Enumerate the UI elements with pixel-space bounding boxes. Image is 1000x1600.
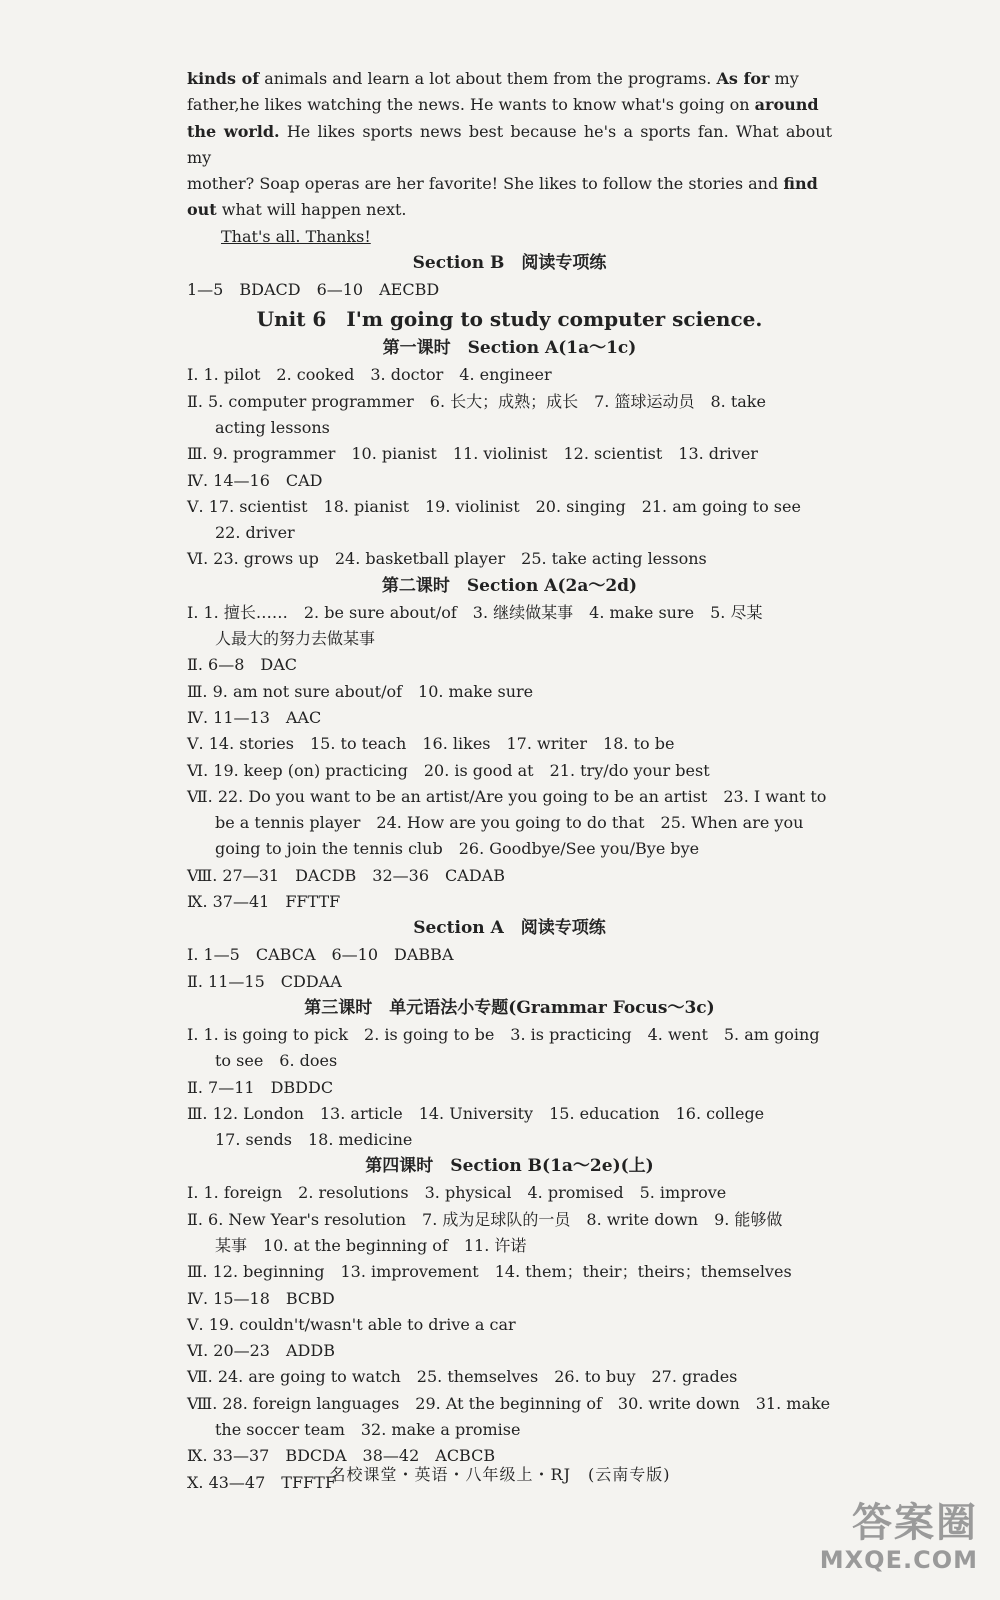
answer-line: Ⅶ. 22. Do you want to be an artist/Are you going to be an artist 23. I want to (187, 786, 827, 806)
lesson-2-answers (187, 600, 832, 916)
section-b-reading-heading: Section B 阅读专项练 (412, 253, 607, 274)
passage-line-4: mother? Soap operas are her favorite! She likes to follow the stories and find (187, 174, 818, 194)
answer-line: 17. sends 18. medicine (215, 1130, 413, 1150)
answer-line: 22. driver (215, 523, 295, 543)
answer-line: Ⅰ. 1. is going to pick 2. is going to be 3. is practicing 4. went 5. am going (187, 1024, 820, 1044)
lesson-1-heading: 第一课时 Section A(1a～1c) (382, 338, 637, 359)
page-footer: 名校课堂・英语・八年级上・RJ (云南专版) (329, 1465, 671, 1484)
answer-line: Ⅴ. 19. couldn't/wasn't able to drive a car (187, 1314, 516, 1334)
answer-line: Ⅴ. 14. stories 15. to teach 16. likes 17. writer 18. to be (187, 734, 675, 754)
passage-line-2: father,he likes watching the news. He wants to know what's going on around (187, 95, 819, 115)
answer-line: Ⅸ. 37—41 FFTTF (187, 892, 341, 912)
answer-line: the soccer team 32. make a promise (215, 1420, 521, 1440)
lesson-2-heading: 第二课时 Section A(2a～2d) (381, 575, 638, 596)
answer-line: 人最大的努力去做某事 (215, 629, 376, 649)
answer-line: 某事 10. at the beginning of 11. 许诺 (215, 1235, 527, 1255)
answer-line: Ⅱ. 6. New Year's resolution 7. 成为足球队的一员 8. write down 9. 能够做 (187, 1209, 783, 1229)
answer-line: acting lessons (215, 417, 330, 437)
passage-line-5: out what will happen next. (187, 200, 407, 220)
answer-line: Ⅴ. 17. scientist 18. pianist 19. violinist 20. singing 21. am going to see (187, 496, 801, 516)
lesson-4-answers (187, 1180, 832, 1496)
lesson-1-answers (187, 362, 832, 572)
passage-line-3: the world. He likes sports news best because he's a sports fan. What about my (187, 121, 832, 167)
answer-line: Ⅲ. 12. London 13. article 14. University 15. education 16. college (187, 1103, 765, 1123)
answer-line: Ⅳ. 11—13 AAC (187, 707, 322, 727)
answer-line: Ⅷ. 27—31 DACDB 32—36 CADAB (187, 865, 505, 885)
watermark (788, 1500, 978, 1588)
answer-line: Ⅰ. 1. foreign 2. resolutions 3. physical 4. promised 5. improve (187, 1183, 727, 1203)
watermark-logo: 答案圈 (852, 1500, 978, 1546)
answer-line: Ⅱ. 7—11 DBDDC (187, 1077, 334, 1097)
answer-line: Ⅹ. 43—47 TFFTF (187, 1472, 336, 1492)
section-a-reading-heading: Section A 阅读专项练 (413, 918, 606, 939)
section-b-reading-answers: 1—5 BDACD 6—10 AECBD (187, 280, 440, 300)
passage-line-1: kinds of animals and learn a lot about them from the programs. As for my (187, 69, 799, 88)
section-a-reading-answers (187, 942, 832, 995)
answer-line: going to join the tennis club 26. Goodbye/See you/Bye bye (215, 839, 700, 859)
answer-line: Ⅸ. 33—37 BDCDA 38—42 ACBCB (187, 1446, 496, 1466)
watermark-url: MXQE.COM (819, 1546, 978, 1574)
answer-line: be a tennis player 24. How are you going to do that 25. When are you (215, 813, 804, 833)
passage-closing: That's all. Thanks! (221, 226, 371, 246)
answer-line: Ⅱ. 5. computer programmer 6. 长大；成熟；成长 7. 篮球运动员 8. take (187, 391, 766, 411)
lesson-3-heading: 第三课时 单元语法小专题(Grammar Focus～3c) (304, 997, 715, 1018)
answer-line: Ⅰ. 1. pilot 2. cooked 3. doctor 4. engineer (187, 365, 552, 385)
lesson-4-heading: 第四课时 Section B(1a～2e)(上) (365, 1156, 654, 1177)
answer-line: Ⅵ. 23. grows up 24. basketball player 25. take acting lessons (187, 549, 707, 569)
answer-line: Ⅱ. 11—15 CDDAA (187, 971, 342, 991)
answer-line: Ⅰ. 1. 擅长…… 2. be sure about/of 3. 继续做某事 4. make sure 5. 尽某 (187, 602, 763, 622)
answer-line: Ⅵ. 20—23 ADDB (187, 1341, 335, 1361)
answer-content (187, 66, 832, 1496)
lesson-3-answers (187, 1022, 832, 1153)
answer-line: Ⅳ. 14—16 CAD (187, 470, 323, 490)
answer-line: Ⅲ. 12. beginning 13. improvement 14. them；their；theirs；themselves (187, 1262, 792, 1282)
answer-line: Ⅳ. 15—18 BCBD (187, 1288, 335, 1308)
answer-line: Ⅵ. 19. keep (on) practicing 20. is good at 21. try/do your best (187, 760, 710, 780)
answer-line: Ⅲ. 9. am not sure about/of 10. make sure (187, 681, 534, 701)
unit-title: Unit 6 I'm going to study computer science. (256, 307, 763, 332)
answer-line: Ⅰ. 1—5 CABCA 6—10 DABBA (187, 945, 454, 965)
answer-line: Ⅲ. 9. programmer 10. pianist 11. violinist 12. scientist 13. driver (187, 444, 758, 464)
answer-line: Ⅷ. 28. foreign languages 29. At the beginning of 30. write down 31. make (187, 1393, 831, 1413)
answer-line: to see 6. does (215, 1051, 338, 1071)
passage (187, 66, 832, 250)
answer-line: Ⅱ. 6—8 DAC (187, 655, 298, 675)
answer-line: Ⅶ. 24. are going to watch 25. themselves 26. to buy 27. grades (187, 1367, 738, 1387)
